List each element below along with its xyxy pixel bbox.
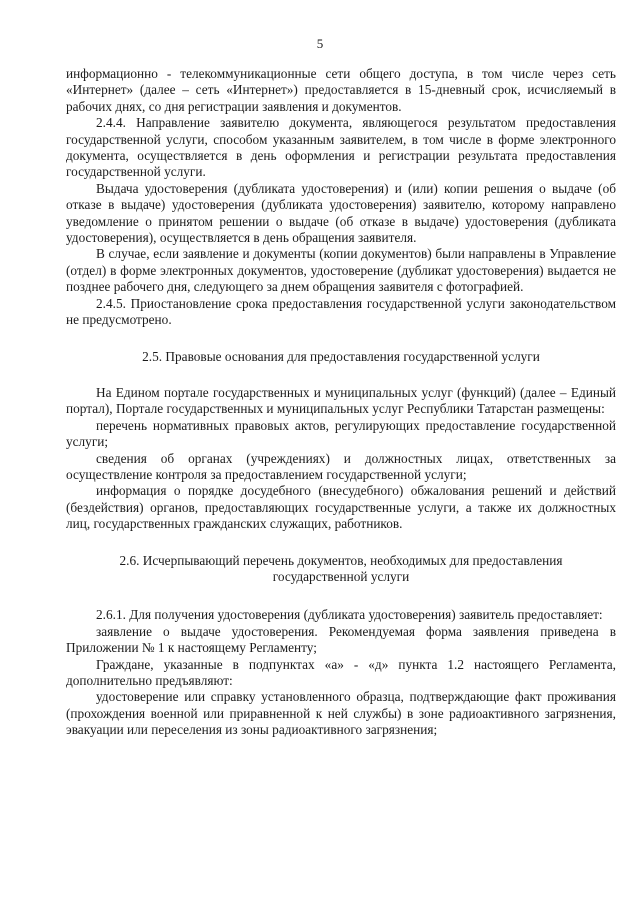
paragraph-continuation: информационно - телекоммуникационные сети общего доступа, в том числе через сеть «Интернет» (далее – сеть «Интернет») предоставляется в 15-дневный срок, исчисляемый в рабочих днях, со дня регистрации заявления и документов. [66, 66, 616, 114]
paragraph-electronic-documents: В случае, если заявление и документы (копии документов) были направлены в Управление (отдел) в форме электронных документов, удостоверение (дубликат удостоверения) выдается не позднее рабочего дня, следующего за днем обращения заявителя с фотографией. [66, 246, 616, 295]
section-heading-2-6 [66, 553, 616, 586]
paragraph-certificate: удостоверение или справку установленного образца, подтверждающие факт проживания (прохождения военной или приравненной к ней службы) в зоне радиоактивного загрязнения, эвакуации или переселения из зоны радиоактивного загрязнения; [66, 689, 616, 738]
paragraph-2-4-4: 2.4.4. Направление заявителю документа, являющегося результатом предоставления государственной услуги, способом указанным заявителем, в том числе в форме электронного документа, осуществляется в день оформления и регистрации результата предоставления государственной услуги. [66, 115, 616, 180]
section-heading-2-6-line2: государственной услуги [272, 568, 410, 584]
paragraph-portal: На Едином портале государственных и муниципальных услуг (функций) (далее – Единый портал), Портале государственных и муниципальных услуг Республики Татарстан размещены: [66, 384, 616, 417]
section-heading-2-6-line1: 2.6. Исчерпывающий перечень документов, необходимых для предоставления [119, 552, 563, 568]
document-body [66, 66, 616, 739]
section-heading-2-5: 2.5. Правовые основания для предоставления государственной услуги [142, 348, 540, 364]
page-number: 5 [316, 36, 324, 51]
paragraph-2-4-5: 2.4.5. Приостановление срока предоставления государственной услуги законодательством не предусмотрено. [66, 295, 616, 328]
paragraph-control-info: сведения об органах (учреждениях) и должностных лицах, ответственных за осуществление контроля за предоставлением государственной услуги; [66, 450, 616, 482]
paragraph-legal-acts-list: перечень нормативных правовых актов, регулирующих предоставление государственной услуги; [66, 417, 616, 450]
paragraph-citizens: Граждане, указанные в подпунктах «а» - «д» пункта 1.2 настоящего Регламента, дополнительно предъявляют: [66, 656, 616, 688]
paragraph-2-6-1: 2.6.1. Для получения удостоверения (дубликата удостоверения) заявитель предоставляет: [96, 607, 603, 623]
paragraph-issuance: Выдача удостоверения (дубликата удостоверения) и (или) копии решения о выдаче (об отказе в выдаче) удостоверения (дубликата удостоверения) заявителю, которому направлено уведомление о принятом решении о выдаче (об отказе в выдаче) удостоверения (дубликата удостоверения), осуществляется в день обращения заявителя. [66, 180, 616, 246]
paragraph-application: заявление о выдаче удостоверения. Рекомендуемая форма заявления приведена в Приложении № 1 к настоящему Регламенту; [66, 623, 616, 656]
paragraph-appeal-procedure: информация о порядке досудебного (внесудебного) обжалования решений и действий (бездействия) органов, предоставляющих государственные услуги, а также их должностных лиц, государственных гражданских служащих, работников. [66, 483, 616, 532]
